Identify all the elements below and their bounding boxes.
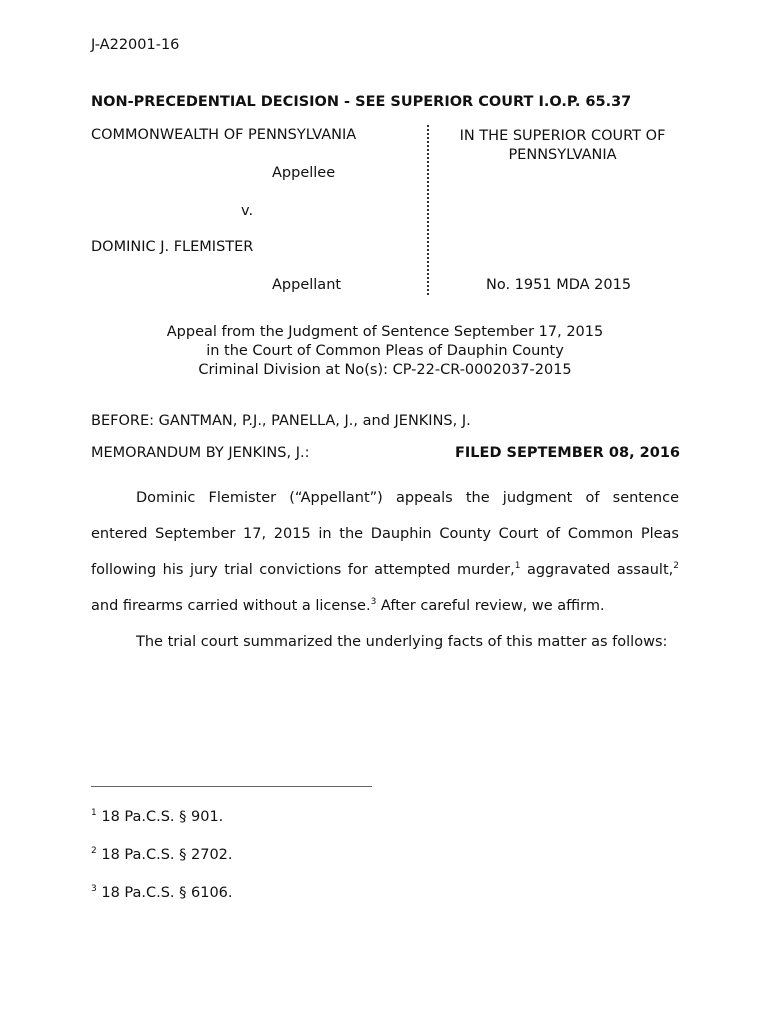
footnote-mark-2: 2 [91,846,97,856]
court-name [440,127,685,165]
caption-divider [427,125,429,295]
appellee-role: Appellee [272,165,336,181]
footnote-text-1: 18 Pa.C.S. § 901. [96,809,224,825]
footnote-2 [91,847,233,863]
versus-label: v. [241,203,254,219]
footnote-text-3: 18 Pa.C.S. § 6106. [96,885,233,901]
footnote-text-2: 18 Pa.C.S. § 2702. [96,847,233,863]
appellant-role: Appellant [272,277,342,293]
court-name-line1: IN THE SUPERIOR COURT OF [459,128,666,144]
appeal-from-block [91,323,679,380]
appeal-from-line3: Criminal Division at No(s): CP-22-CR-0002037-2015 [198,362,572,378]
paragraph-1-text-b: aggravated assault, [520,562,674,578]
filed-date: FILED SEPTEMBER 08, 2016 [455,445,680,461]
paragraph-1-text-c: and firearms carried without a license. [91,598,371,614]
appellant-party: DOMINIC J. FLEMISTER [91,239,254,255]
panel-before: BEFORE: GANTMAN, P.J., PANELLA, J., and JENKINS, J. [91,413,471,429]
paragraph-2: The trial court summarized the underlying facts of this matter as follows: [136,634,668,650]
docket-number: J-A22001-16 [91,37,180,53]
appeal-from-line2: in the Court of Common Pleas of Dauphin County [206,343,564,359]
footnote-ref-1[interactable]: 1 [514,561,521,571]
footnote-ref-3[interactable]: 3 [370,597,377,607]
paragraph-1-text-d: After careful review, we affirm. [376,598,605,614]
court-name-line2: PENNSYLVANIA [508,147,617,163]
footnote-separator [91,786,372,787]
opinion-body [91,480,679,660]
appellee-party: COMMONWEALTH OF PENNSYLVANIA [91,127,357,143]
paragraph-1 [91,480,679,624]
footnote-mark-1: 1 [91,808,97,818]
paragraph-1-text-a: Dominic Flemister (“Appellant”) appeals the judgment of sentence entered September 17, 2015 in the Dauphin County Court of Common Pleas following his jury trial convictions for attempted murder, [91,490,679,578]
footnote-mark-3: 3 [91,884,97,894]
footnote-ref-2[interactable]: 2 [673,561,679,571]
memorandum-author: MEMORANDUM BY JENKINS, J.: [91,445,310,461]
case-number: No. 1951 MDA 2015 [486,277,632,293]
appeal-from-line1: Appeal from the Judgment of Sentence September 17, 2015 [166,324,604,340]
non-precedential-notice: NON-PRECEDENTIAL DECISION - SEE SUPERIOR COURT I.O.P. 65.37 [91,94,632,110]
footnote-1 [91,809,223,825]
footnote-3 [91,885,233,901]
